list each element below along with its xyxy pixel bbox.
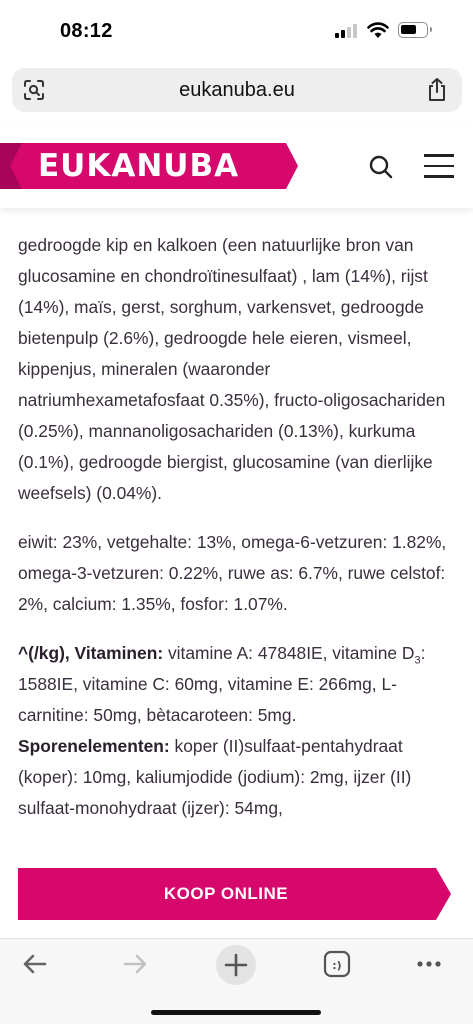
logo-text: EUKANUBA: [38, 148, 240, 184]
tabs-icon[interactable]: [322, 949, 352, 979]
more-icon[interactable]: [414, 949, 444, 979]
hamburger-menu-icon[interactable]: [424, 154, 454, 186]
share-icon[interactable]: [426, 77, 448, 103]
tabs-glyph: :): [332, 959, 342, 972]
url-text[interactable]: eukanuba.eu: [179, 79, 295, 101]
analysis-text: eiwit: 23%, vetgehalte: 13%, omega-6-vetzuren: 1.82%, omega-3-vetzuren: 0.22%, ruwe as: 6.7%, ruwe celstof: 2%, calcium: 1.35%, fosfor: 1.07%.: [18, 532, 447, 614]
home-indicator: [151, 1010, 321, 1015]
product-composition: [18, 230, 458, 850]
signal-icon: [335, 24, 359, 38]
forward-arrow-icon[interactable]: [120, 949, 150, 979]
ingredients-text: gedroogde kip en kalkoen (een natuurlijke bron van glucosamine en chondroïtinesulfaat) , lam (14%), rijst (14%), maïs, gerst, sorghum, varkensvet, gedroogde bietenpulp (2.6%), gedroogde hele eieren, vismeel, kippenjus, mineralen (waaronder natriumhexametafosfaat 0.35%), fructo-oligosachariden (0.25%), mannanoligosachariden (0.13%), kurkuma (0.1%), gedroogde biergist, glucosamine (van dierlijke weefsels) (0.04%).: [18, 235, 446, 503]
address-bar[interactable]: [12, 68, 462, 112]
wifi-icon: [367, 21, 389, 39]
buy-online-label: KOOP ONLINE: [163, 884, 289, 903]
back-arrow-icon[interactable]: [20, 949, 50, 979]
vitamins-text-b: : 1588IE, vitamine C: 60mg, vitamine E: 266mg, L-carnitine: 50mg, bètacaroteen: 5mg.: [18, 643, 426, 725]
buy-online-button[interactable]: [18, 868, 452, 920]
status-time: 08:12: [60, 20, 113, 42]
additives-text: [18, 638, 458, 824]
battery-icon: [398, 22, 428, 38]
trace-heading: Sporenelementen:: [18, 736, 170, 756]
plus-icon[interactable]: [215, 944, 257, 986]
buy-bar: [0, 850, 473, 938]
vitamins-text-a: vitamine A: 47848IE, vitamine D: [163, 643, 415, 663]
vitamins-heading: ^(/kg), Vitaminen:: [18, 643, 164, 663]
vitamins-sub: 3: [414, 654, 421, 667]
site-header: [0, 122, 473, 208]
eukanuba-logo[interactable]: [0, 143, 300, 189]
search-icon[interactable]: [368, 154, 394, 180]
status-bar: [0, 0, 473, 62]
trace-text: koper (II)sulfaat-pentahydraat (koper): 10mg, kaliumjodide (jodium): 2mg, ijzer (II) sulfaat-monohydraat (ijzer): 54mg,: [18, 736, 412, 818]
